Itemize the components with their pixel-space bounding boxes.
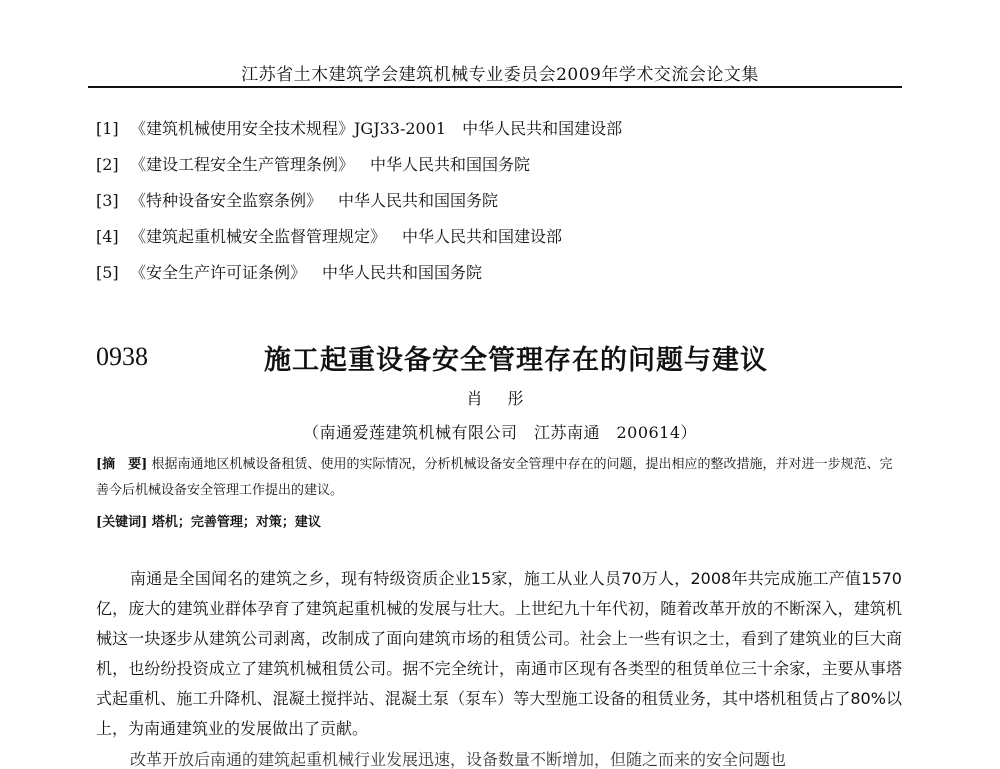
running-header: 江苏省土木建筑学会建筑机械专业委员会2009年学术交流会论文集 xyxy=(241,65,759,85)
reference-number: [2] xyxy=(96,155,119,174)
reference-list xyxy=(96,118,896,298)
reference-publisher: 中华人民共和国建设部 xyxy=(402,227,563,246)
reference-publisher: 中华人民共和国国务院 xyxy=(322,263,483,282)
header-rule xyxy=(88,86,902,88)
keywords xyxy=(96,512,902,534)
reference-title: 《建筑机械使用安全技术规程》JGJ33-2001 xyxy=(130,119,447,138)
reference-number: [3] xyxy=(96,191,119,210)
reference-number: [4] xyxy=(96,227,119,246)
abstract-label: [摘 要] xyxy=(96,457,148,472)
article-author: 肖 彤 xyxy=(466,389,534,408)
reference-publisher: 中华人民共和国国务院 xyxy=(338,191,499,210)
abstract xyxy=(96,452,902,504)
reference-item xyxy=(96,226,896,262)
keywords-label: [关键词] xyxy=(96,515,148,530)
reference-publisher: 中华人民共和国国务院 xyxy=(370,155,531,174)
article-title-row xyxy=(96,336,900,376)
reference-title: 《建筑起重机械安全监督管理规定》 xyxy=(130,227,387,246)
article-code: 0938 xyxy=(96,342,148,371)
reference-publisher: 中华人民共和国建设部 xyxy=(462,119,623,138)
reference-item xyxy=(96,262,896,298)
keywords-text: 塔机；完善管理；对策；建议 xyxy=(151,515,321,530)
reference-number: [5] xyxy=(96,263,119,282)
reference-title: 《特种设备安全监察条例》 xyxy=(130,191,323,210)
reference-title: 《安全生产许可证条例》 xyxy=(130,263,307,282)
truncated-next-line: 改革开放后南通的建筑起重机械行业发展迅速，设备数量不断增加，但随之而来的安全问题也 xyxy=(130,750,787,769)
reference-item xyxy=(96,154,896,190)
reference-number: [1] xyxy=(96,119,119,138)
reference-item xyxy=(96,118,896,154)
reference-title: 《建设工程安全生产管理条例》 xyxy=(130,155,355,174)
body-paragraph: 南通是全国闻名的建筑之乡，现有特级资质企业15家，施工从业人员70万人，2008年共完成施工产值1570亿，庞大的建筑业群体孕育了建筑起重机械的发展与壮大。上世纪九十年代初，随着改革开放的不断深入，建筑机械这一块逐步从建筑公司剥离，改制成了面向建筑市场的租赁公司。社会上一些有识之士，看到了建筑业的巨大商机，也纷纷投资成立了建筑机械租赁公司。据不完全统计，南通市区现有各类型的租赁单位三十余家，主要从事塔式起重机、施工升降机、混凝土搅拌站、混凝土泵（泵车）等大型施工设备的租赁业务，其中塔机租赁占了80%以上，为南通建筑业的发展做出了贡献。 xyxy=(96,569,902,738)
article-title: 施工起重设备安全管理存在的问题与建议 xyxy=(264,345,768,376)
reference-item xyxy=(96,190,896,226)
abstract-text: 根据南通地区机械设备租赁、使用的实际情况，分析机械设备安全管理中存在的问题，提出相应的整改措施，并对进一步规范、完善今后机械设备安全管理工作提出的建议。 xyxy=(96,457,893,498)
article-affiliation: （南通爱莲建筑机械有限公司 江苏南通 200614） xyxy=(302,423,698,442)
